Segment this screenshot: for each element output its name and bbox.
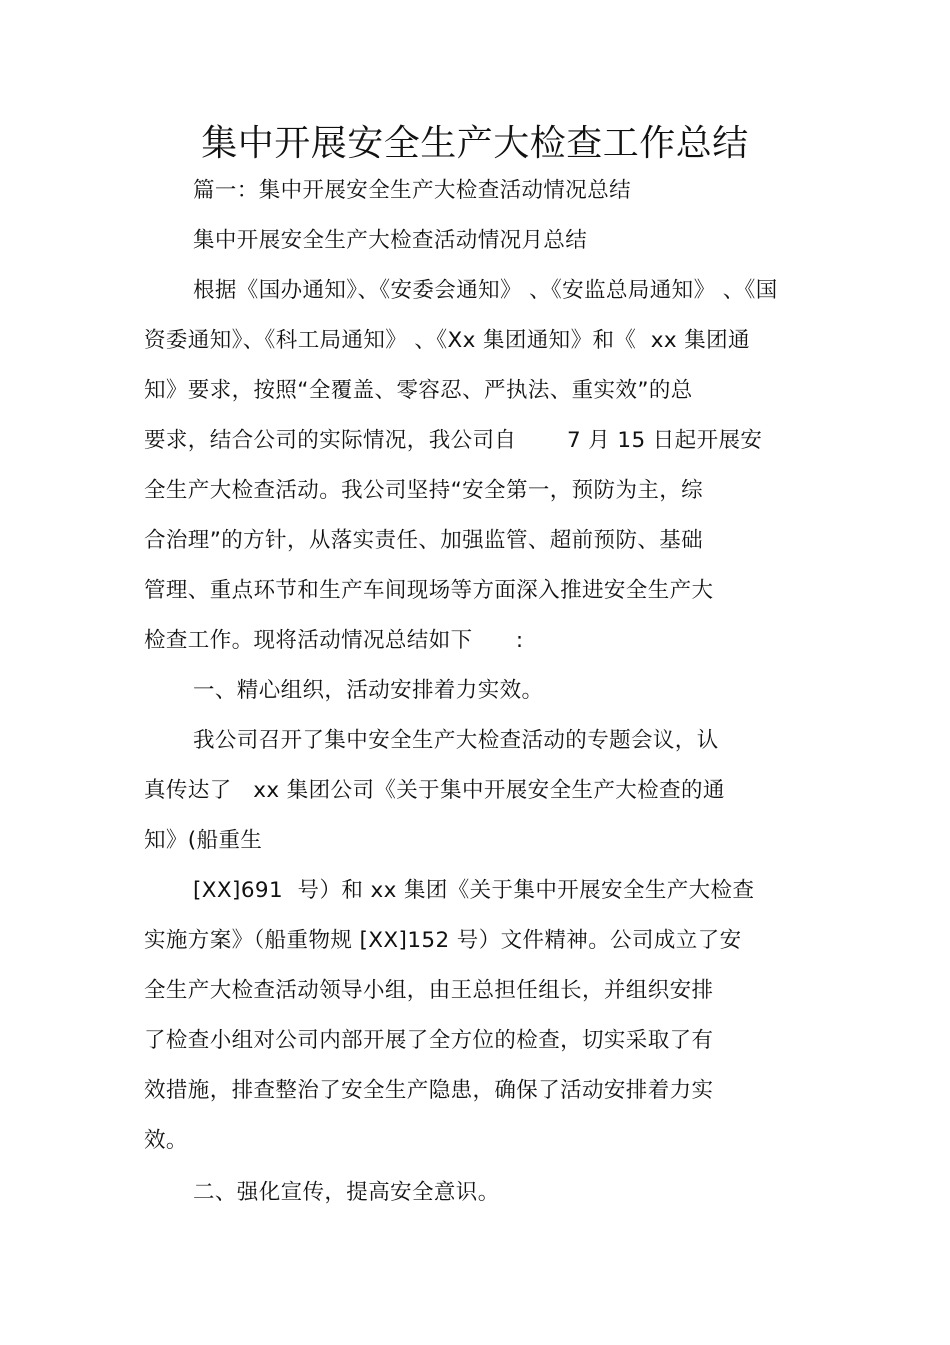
paragraph-line: 全生产大检查活动。我公司坚持“安全第一，预防为主，综 xyxy=(144,478,704,503)
document-title: 集中开展安全生产大检查工作总结 xyxy=(201,123,749,164)
paragraph-line: 实施方案》（船重物规 [XX]152 号）文件精神。公司成立了安 xyxy=(144,928,742,953)
paragraph-line: [XX]691 号）和 xx 集团《关于集中开展安全生产大检查 xyxy=(193,878,755,903)
subtitle-monthly-summary: 集中开展安全生产大检查活动情况月总结 xyxy=(193,228,588,253)
paragraph-line: 知》(船重生 xyxy=(144,828,263,853)
paragraph-line: 真传达了 xx 集团公司《关于集中开展安全生产大检查的通 xyxy=(144,778,725,803)
paragraph-line: 知》要求，按照“全覆盖、零容忍、严执法、重实效”的总 xyxy=(144,378,693,403)
paragraph-line: 全生产大检查活动领导小组，由王总担任组长，并组织安排 xyxy=(144,978,714,1003)
section-heading-one: 一、精心组织，活动安排着力实效。 xyxy=(193,678,544,703)
subtitle-chapter-one: 篇一：集中开展安全生产大检查活动情况总结 xyxy=(193,178,632,203)
paragraph-line: 资委通知》、《科工局通知》 、《Xx 集团通知》和《 xx 集团通 xyxy=(144,328,750,353)
paragraph-line: 我公司召开了集中安全生产大检查活动的专题会议，认 xyxy=(193,728,719,753)
paragraph-line: 要求，结合公司的实际情况，我公司自 7 月 15 日起开展安 xyxy=(144,428,763,453)
paragraph-line: 效。 xyxy=(144,1128,188,1153)
paragraph-line: 合治理”的方针，从落实责任、加强监管、超前预防、基础 xyxy=(144,528,704,553)
section-heading-two: 二、强化宣传，提高安全意识。 xyxy=(193,1180,500,1205)
paragraph-line: 管理、重点环节和生产车间现场等方面深入推进安全生产大 xyxy=(144,578,714,603)
paragraph-line: 效措施，排查整治了安全生产隐患，确保了活动安排着力实 xyxy=(144,1078,714,1103)
paragraph-line: 了检查小组对公司内部开展了全方位的检查，切实采取了有 xyxy=(144,1028,714,1053)
paragraph-line: 根据《国办通知》、《安委会通知》 、《安监总局通知》 、《国 xyxy=(193,278,778,303)
paragraph-line: 检查工作。现将活动情况总结如下 : xyxy=(144,628,524,653)
